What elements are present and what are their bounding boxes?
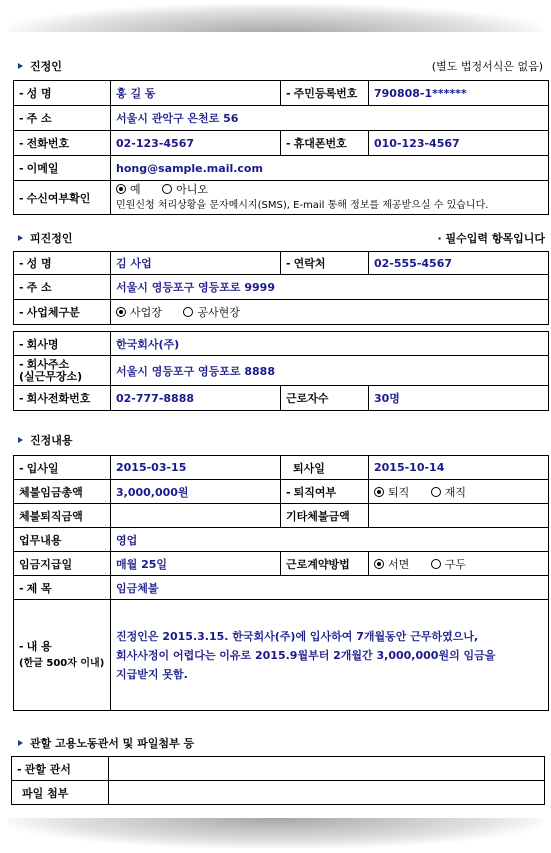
workers-field[interactable]: 30명 (369, 386, 549, 411)
petitioner-table (13, 80, 549, 215)
petitioner-section-title: 진정인 (18, 58, 62, 74)
join-date-label: - 입사일 (14, 456, 111, 480)
mobile-label: - 휴대폰번호 (281, 131, 369, 156)
petitioner-mobile-field[interactable]: 010-123-4567 (369, 131, 549, 156)
petitioner-name-field[interactable]: 홍 길 동 (111, 81, 281, 106)
retired-label: - 퇴직여부 (281, 480, 369, 504)
rrn-label: - 주민등록번호 (281, 81, 369, 106)
resp-address-label: - 주 소 (14, 275, 111, 300)
petitioner-address-field[interactable]: 서울시 관악구 은천로 56 (111, 106, 549, 131)
consent-description: 민원신청 처리상황을 문자메시지(SMS), E-mail 통해 정보를 제공받으실 수 있습니다. (116, 200, 489, 211)
radio-empty-icon (431, 559, 441, 569)
office-table (11, 756, 545, 805)
payday-field[interactable]: 매월 25일 (111, 552, 281, 576)
name-label: - 성 명 (14, 81, 111, 106)
details-table (13, 455, 549, 711)
payday-label: 임금지급일 (14, 552, 111, 576)
biz-construction-radio[interactable]: 공사현장 (183, 306, 240, 319)
office-field[interactable] (109, 757, 545, 781)
consent-label: - 수신여부확인 (14, 181, 111, 215)
contract-verbal-radio[interactable]: 구두 (431, 558, 466, 571)
page-shadow-top (8, 4, 543, 34)
severance-field[interactable] (111, 504, 281, 528)
office-label: - 관할 관서 (12, 757, 109, 781)
petitioner-email-field[interactable]: hong@sample.mail.com (111, 156, 549, 181)
petitioner-phone-field[interactable]: 02-123-4567 (111, 131, 281, 156)
radio-empty-icon (431, 487, 441, 497)
petitioner-section-note: (별도 법정서식은 없음) (431, 60, 543, 73)
address-label: - 주 소 (14, 106, 111, 131)
phone-label: - 전화번호 (14, 131, 111, 156)
content-line: 진정인은 2015.3.15. 한국회사(주)에 입사하여 7개월동안 근무하였으나, (116, 629, 479, 643)
leave-date-field[interactable]: 2015-10-14 (369, 456, 549, 480)
radio-selected-icon (374, 487, 384, 497)
radio-empty-icon (183, 307, 193, 317)
required-note: · 필수입력 항목입니다 (437, 232, 545, 245)
job-label: 업무내용 (14, 528, 111, 552)
email-label: - 이메일 (14, 156, 111, 181)
resp-contact-label: - 연락처 (281, 252, 369, 275)
company-address-label: - 회사주소 (실근무장소) (14, 356, 111, 386)
page-shadow-bottom (8, 818, 543, 848)
respondent-contact-field[interactable]: 02-555-4567 (369, 252, 549, 275)
subject-label: - 제 목 (14, 576, 111, 600)
leave-date-label: 퇴사일 (281, 456, 369, 480)
job-field[interactable]: 영업 (111, 528, 549, 552)
biz-type-label: - 사업체구분 (14, 300, 111, 325)
company-name-field[interactable]: 한국회사(주) (111, 332, 549, 356)
respondent-table (13, 251, 549, 325)
respondent-name-field[interactable]: 김 사업 (111, 252, 281, 275)
radio-selected-icon (116, 307, 126, 317)
company-table (13, 331, 549, 411)
unpaid-total-field[interactable]: 3,000,000원 (111, 480, 281, 504)
content-line: 회사사정이 어렵다는 이유로 2015.9월부터 2개월간 3,000,000원의 임금을 (116, 648, 496, 662)
consent-yes-radio[interactable]: 예 (116, 183, 141, 196)
other-unpaid-field[interactable] (369, 504, 549, 528)
consent-field (111, 181, 549, 215)
radio-selected-icon (374, 559, 384, 569)
content-label: - 내 용 (한글 500자 이내) (14, 600, 111, 711)
company-name-label: - 회사명 (14, 332, 111, 356)
content-limit-note: (한글 500자 이내) (19, 657, 105, 669)
company-phone-field[interactable]: 02-777-8888 (111, 386, 281, 411)
respondent-address-field[interactable]: 서울시 영등포구 영등포로 9999 (111, 275, 549, 300)
retired-yes-radio[interactable]: 퇴직 (374, 486, 409, 499)
respondent-section-title: 피진정인 (18, 230, 73, 246)
radio-empty-icon (162, 184, 172, 194)
unpaid-total-label: 체불임금총액 (14, 480, 111, 504)
file-attach-field[interactable] (109, 781, 545, 805)
consent-no-radio[interactable]: 아니오 (162, 183, 208, 196)
radio-selected-icon (116, 184, 126, 194)
biz-type-field (111, 300, 549, 325)
workers-label: 근로자수 (281, 386, 369, 411)
details-section-title: 진정내용 (18, 432, 73, 448)
file-attach-label: 파일 첨부 (12, 781, 109, 805)
office-section-title: 관할 고용노동관서 및 파일첨부 등 (18, 735, 194, 751)
company-phone-label: - 회사전화번호 (14, 386, 111, 411)
triangle-bullet-icon (18, 437, 23, 443)
petitioner-rrn-field[interactable]: 790808-1****** (369, 81, 549, 106)
retired-field (369, 480, 549, 504)
content-textarea[interactable] (111, 600, 549, 711)
contract-field (369, 552, 549, 576)
resp-name-label: - 성 명 (14, 252, 111, 275)
triangle-bullet-icon (18, 63, 23, 69)
severance-label: 체불퇴직금액 (14, 504, 111, 528)
contract-written-radio[interactable]: 서면 (374, 558, 409, 571)
subject-field[interactable]: 임금체불 (111, 576, 549, 600)
contract-label: 근로계약방법 (281, 552, 369, 576)
content-line: 지급받지 못함. (116, 667, 188, 681)
join-date-field[interactable]: 2015-03-15 (111, 456, 281, 480)
biz-workplace-radio[interactable]: 사업장 (116, 306, 162, 319)
other-unpaid-label: 기타체불금액 (281, 504, 369, 528)
triangle-bullet-icon (18, 740, 23, 746)
triangle-bullet-icon (18, 235, 23, 241)
company-address-field[interactable]: 서울시 영등포구 영등포로 8888 (111, 356, 549, 386)
retired-no-radio[interactable]: 재직 (431, 486, 466, 499)
